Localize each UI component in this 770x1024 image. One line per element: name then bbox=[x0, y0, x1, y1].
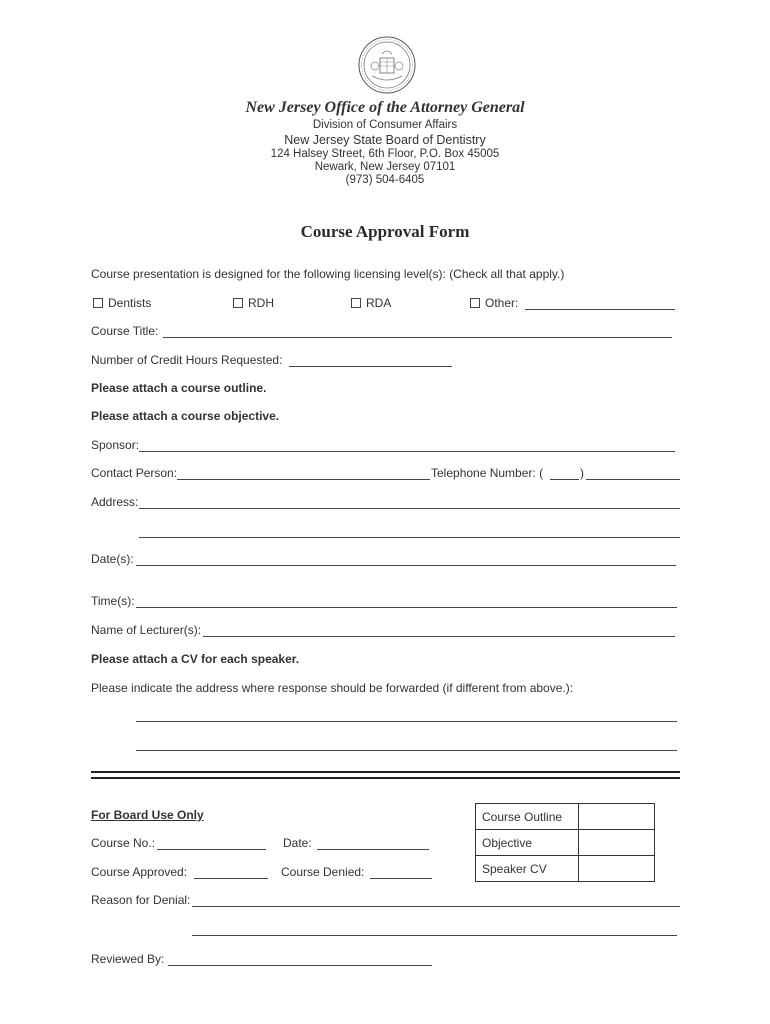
course-title-label: Course Title: bbox=[91, 324, 159, 338]
state-seal-icon bbox=[358, 36, 416, 94]
contact-field[interactable] bbox=[177, 479, 430, 480]
checkbox-icon bbox=[93, 298, 103, 308]
board-use-heading: For Board Use Only bbox=[91, 808, 204, 822]
approved-label: Course Approved: bbox=[91, 865, 188, 879]
reviewed-label: Reviewed By: bbox=[91, 952, 165, 966]
reason-label: Reason for Denial: bbox=[91, 893, 191, 907]
dates-label: Date(s): bbox=[91, 552, 134, 566]
date-label: Date: bbox=[283, 836, 312, 850]
checklist-cell[interactable] bbox=[579, 856, 655, 882]
reason-field-2[interactable] bbox=[192, 935, 677, 936]
checkbox-icon bbox=[233, 298, 243, 308]
credit-hours-field[interactable] bbox=[289, 366, 452, 367]
form-title: Course Approval Form bbox=[300, 222, 470, 241]
times-label: Time(s): bbox=[91, 594, 135, 608]
sponsor-label: Sponsor: bbox=[91, 438, 140, 452]
telephone-close: ) bbox=[580, 466, 584, 480]
credit-hours-label: Number of Credit Hours Requested: bbox=[91, 353, 283, 367]
response-address-field-2[interactable] bbox=[136, 750, 677, 751]
intro-text: Course presentation is designed for the following licensing level(s): (Check all that apply.) bbox=[91, 267, 565, 281]
sponsor-field[interactable] bbox=[139, 451, 675, 452]
response-note: Please indicate the address where response should be forwarded (if different from above.): bbox=[91, 681, 574, 695]
response-address-field-1[interactable] bbox=[136, 721, 677, 722]
checkbox-rdh[interactable]: RDH bbox=[233, 296, 274, 310]
checkbox-rda[interactable]: RDA bbox=[351, 296, 391, 310]
lecturers-label: Name of Lecturer(s): bbox=[91, 623, 202, 637]
course-no-field[interactable] bbox=[157, 849, 266, 850]
checkbox-dentists[interactable]: Dentists bbox=[93, 296, 151, 310]
denied-label: Course Denied: bbox=[281, 865, 365, 879]
section-divider bbox=[91, 777, 680, 779]
telephone-field[interactable] bbox=[586, 479, 680, 480]
checklist-cell[interactable] bbox=[579, 804, 655, 830]
course-title-field[interactable] bbox=[163, 337, 672, 338]
checkbox-icon bbox=[351, 298, 361, 308]
dates-field[interactable] bbox=[136, 565, 676, 566]
section-divider bbox=[91, 771, 680, 773]
checklist-label: Course Outline bbox=[476, 804, 579, 830]
board-checklist-table bbox=[475, 803, 655, 882]
address-field-1[interactable] bbox=[139, 508, 680, 509]
table-row bbox=[476, 856, 655, 882]
phone-number: (973) 504-6405 bbox=[345, 174, 425, 186]
checklist-label: Objective bbox=[476, 830, 579, 856]
course-no-label: Course No.: bbox=[91, 836, 156, 850]
office-name: New Jersey Office of the Attorney General bbox=[245, 99, 525, 116]
date-field[interactable] bbox=[317, 849, 429, 850]
attach-outline-note: Please attach a course outline. bbox=[91, 381, 267, 395]
attach-objective-note: Please attach a course objective. bbox=[91, 409, 280, 423]
address-label: Address: bbox=[91, 495, 139, 509]
city-address: Newark, New Jersey 07101 bbox=[314, 161, 456, 173]
denied-field[interactable] bbox=[370, 878, 432, 879]
other-field[interactable] bbox=[525, 309, 675, 310]
checkbox-other[interactable]: Other: bbox=[470, 296, 518, 310]
checkbox-icon bbox=[470, 298, 480, 308]
approved-field[interactable] bbox=[194, 878, 268, 879]
telephone-label: Telephone Number: ( bbox=[431, 466, 544, 480]
lecturers-field[interactable] bbox=[203, 636, 675, 637]
table-row bbox=[476, 804, 655, 830]
checklist-label: Speaker CV bbox=[476, 856, 579, 882]
board-name: New Jersey State Board of Dentistry bbox=[284, 133, 486, 147]
checklist-cell[interactable] bbox=[579, 830, 655, 856]
street-address: 124 Halsey Street, 6th Floor, P.O. Box 45005 bbox=[270, 148, 500, 160]
reason-field-1[interactable] bbox=[192, 906, 680, 907]
division-name: Division of Consumer Affairs bbox=[312, 119, 458, 131]
contact-label: Contact Person: bbox=[91, 466, 178, 480]
reviewed-field[interactable] bbox=[168, 965, 432, 966]
attach-cv-note: Please attach a CV for each speaker. bbox=[91, 652, 300, 666]
times-field[interactable] bbox=[136, 607, 677, 608]
address-field-2[interactable] bbox=[139, 537, 680, 538]
area-code-field[interactable] bbox=[550, 479, 579, 480]
table-row bbox=[476, 830, 655, 856]
